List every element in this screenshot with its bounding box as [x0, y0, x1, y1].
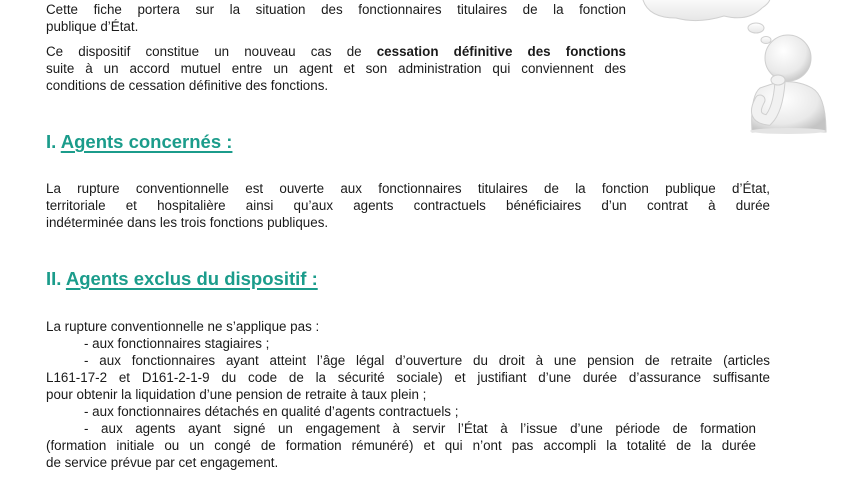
intro-p2-line-3: conditions de cessation définitive des fonctions. — [46, 78, 329, 93]
intro-paragraph-2 — [46, 43, 626, 94]
thinking-person-icon — [628, 0, 828, 135]
excluded-item-retraite-line-1: - aux fonctionnaires ayant atteint l’âge légal d’ouverture du droit à une pension de retraite (articles — [84, 353, 770, 368]
section-1-line-2: territoriale et hospitalière ainsi qu’aux agents contractuels bénéficiaires d’un contrat à durée — [46, 198, 770, 213]
section-1-paragraph — [46, 180, 770, 231]
section-1-line-3: indéterminée dans les trois fonctions publiques. — [46, 215, 329, 230]
section-2-number: II. — [46, 268, 62, 289]
excluded-item-retraite-line-2: L161-17-2 et D161-2-1-9 du code de la sécurité sociale) et justifiant d’une durée d’assurance suffisante — [46, 370, 770, 385]
cessation-bold-text: cessation définitive des fonctions — [376, 44, 627, 59]
section-1-heading — [46, 131, 232, 153]
intro-p1-line-2: publique d’État. — [46, 19, 139, 34]
excluded-item-retraite — [46, 352, 770, 403]
section-2-heading — [46, 268, 318, 290]
section-1-line-1: La rupture conventionnelle est ouverte aux fonctionnaires titulaires de la fonction publique d’État, — [46, 181, 770, 196]
section-1-number: I. — [46, 131, 57, 152]
intro-p2-line-2: suite à un accord mutuel entre un agent et son administration qui conviennent des — [46, 61, 626, 76]
section-2-intro: La rupture conventionnelle ne s’applique pas : — [46, 319, 320, 334]
intro-p1-line-1: Cette fiche portera sur la situation des fonctionnaires titulaires de la fonction — [46, 2, 626, 17]
excluded-item-retraite-line-3: pour obtenir la liquidation d’une pension de retraite à taux plein ; — [46, 387, 427, 402]
excluded-item-engagement-line-2: (formation initiale ou un congé de formation rémunéré) et qui n’ont pas accompli la totalité de la durée — [46, 438, 756, 453]
intro-p2-text: Ce dispositif constitue un nouveau cas de — [46, 44, 377, 59]
intro-p2-line-1 — [46, 43, 626, 60]
excluded-item-detaches: - aux fonctionnaires détachés en qualité d’agents contractuels ; — [84, 404, 459, 419]
section-2-title: Agents exclus du dispositif : — [65, 268, 318, 289]
excluded-item-engagement-line-3: de service prévue par cet engagement. — [46, 455, 279, 470]
excluded-item-engagement — [46, 420, 756, 471]
excluded-item-engagement-line-1: - aux agents ayant signé un engagement à servir l’État à l’issue d’une période de formation — [84, 421, 756, 436]
section-1-title: Agents concernés : — [60, 131, 233, 152]
excluded-item-stagiaires: - aux fonctionnaires stagiaires ; — [84, 336, 270, 351]
intro-paragraph-1 — [46, 1, 626, 35]
